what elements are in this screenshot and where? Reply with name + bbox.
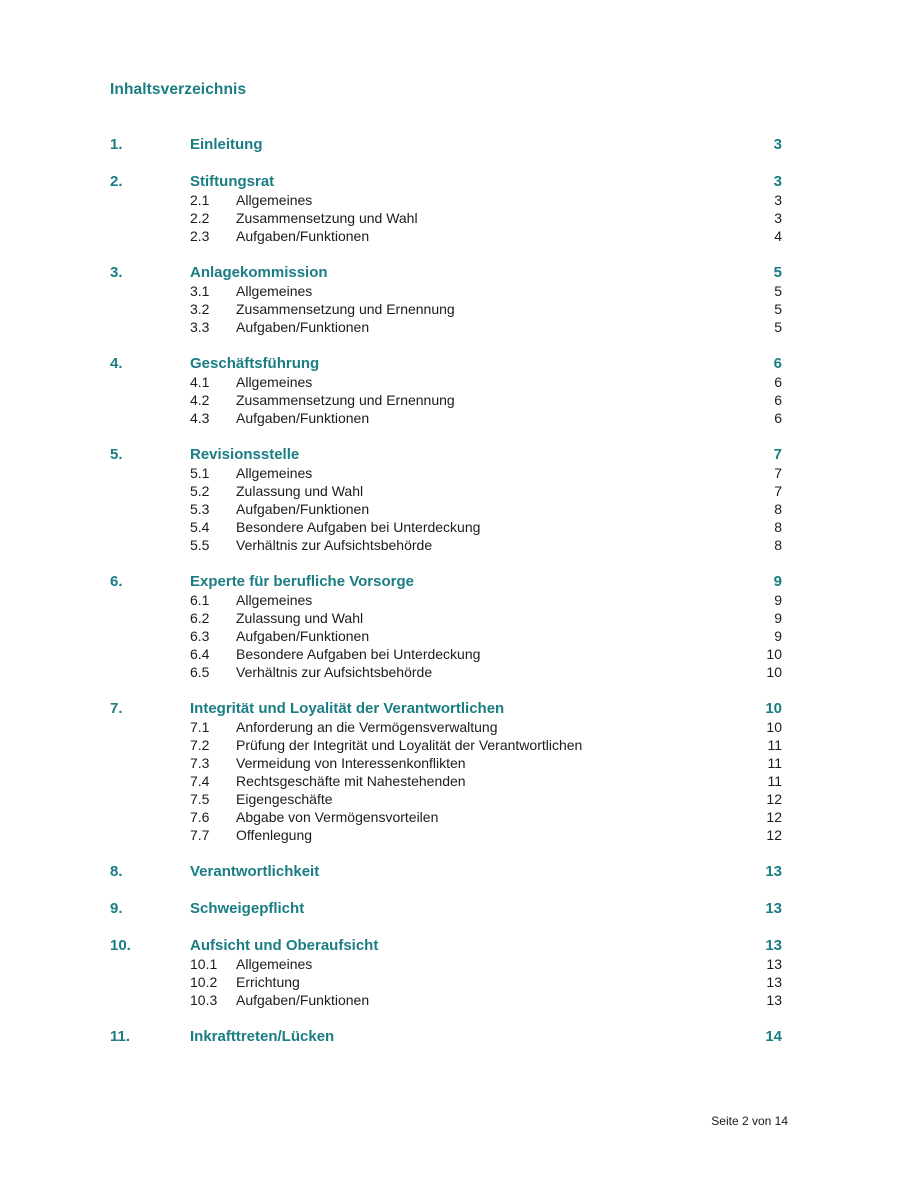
subsection-number: 2.1: [190, 192, 210, 208]
toc-subsection-row: [110, 536, 782, 554]
subsection-number: 4.1: [190, 374, 210, 390]
subsection-number: 10.3: [190, 992, 218, 1008]
subsection-title: Errichtung: [236, 974, 300, 990]
section-title: Integrität und Loyalität der Verantwortlichen: [190, 700, 505, 717]
toc-subsection-row: [110, 227, 782, 245]
toc-section: [110, 863, 782, 881]
toc-section: [110, 355, 782, 427]
toc-subsection-row: [110, 409, 782, 427]
toc-subsection-row: [110, 300, 782, 318]
subsection-page-number: 10: [766, 646, 782, 662]
section-title: Aufsicht und Oberaufsicht: [190, 937, 379, 954]
toc-subsection-row: [110, 209, 782, 227]
toc-subsection-row: [110, 808, 782, 826]
section-title: Anlagekommission: [190, 264, 328, 281]
toc-subsection-row: [110, 627, 782, 645]
subsection-page-number: 11: [767, 755, 782, 771]
subsection-title: Aufgaben/Funktionen: [236, 501, 370, 517]
toc-section: [110, 900, 782, 918]
section-title: Stiftungsrat: [190, 173, 275, 190]
toc-subsection-row: [110, 518, 782, 536]
subsection-title: Aufgaben/Funktionen: [236, 992, 370, 1008]
toc-subsection-row: [110, 973, 782, 991]
toc-subsection-row: [110, 663, 782, 681]
subsection-page-number: 12: [766, 809, 782, 825]
toc-subsection-row: [110, 645, 782, 663]
section-title: Inkrafttreten/Lücken: [190, 1028, 335, 1045]
subsection-page-number: 11: [767, 773, 782, 789]
subsection-page-number: 3: [774, 210, 782, 226]
subsection-title: Zulassung und Wahl: [236, 483, 364, 499]
toc-title: Inhaltsverzeichnis: [110, 81, 247, 98]
section-number: 1.: [110, 136, 123, 153]
toc-subsection-row: [110, 609, 782, 627]
toc-subsection-row: [110, 772, 782, 790]
subsection-title: Zusammensetzung und Wahl: [236, 210, 418, 226]
section-number: 2.: [110, 173, 123, 190]
subsection-page-number: 11: [767, 737, 782, 753]
subsection-page-number: 13: [766, 956, 782, 972]
section-page-number: 13: [765, 937, 782, 954]
subsection-page-number: 12: [766, 827, 782, 843]
section-number: 8.: [110, 863, 123, 880]
subsection-title: Zusammensetzung und Ernennung: [236, 392, 455, 408]
subsection-number: 6.2: [190, 610, 210, 626]
subsection-title: Allgemeines: [236, 192, 313, 208]
subsection-title: Aufgaben/Funktionen: [236, 319, 370, 335]
subsection-page-number: 6: [774, 374, 782, 390]
subsection-title: Besondere Aufgaben bei Unterdeckung: [236, 519, 481, 535]
section-title: Schweigepflicht: [190, 900, 305, 917]
section-number: 7.: [110, 700, 123, 717]
subsection-title: Eigengeschäfte: [236, 791, 333, 807]
section-number: 4.: [110, 355, 123, 372]
toc-subsection-row: [110, 991, 782, 1009]
section-page-number: 3: [773, 173, 782, 190]
subsection-number: 7.7: [190, 827, 210, 843]
subsection-title: Besondere Aufgaben bei Unterdeckung: [236, 646, 481, 662]
subsection-page-number: 13: [766, 992, 782, 1008]
subsection-title: Zulassung und Wahl: [236, 610, 364, 626]
subsection-number: 2.2: [190, 210, 210, 226]
toc-subsection-row: [110, 318, 782, 336]
subsection-number: 5.1: [190, 465, 210, 481]
subsection-number: 4.2: [190, 392, 210, 408]
section-page-number: 3: [773, 136, 782, 153]
page-footer: Seite 2 von 14: [711, 1114, 788, 1128]
subsection-number: 4.3: [190, 410, 210, 426]
toc-section-row: [110, 264, 782, 282]
subsection-number: 7.1: [190, 719, 210, 735]
subsection-title: Abgabe von Vermögensvorteilen: [236, 809, 439, 825]
subsection-number: 3.3: [190, 319, 210, 335]
toc-section: [110, 1028, 782, 1046]
toc-subsection-row: [110, 754, 782, 772]
subsection-number: 7.2: [190, 737, 210, 753]
subsection-number: 6.1: [190, 592, 210, 608]
subsection-number: 7.3: [190, 755, 210, 771]
subsection-page-number: 8: [774, 501, 782, 517]
subsection-number: 7.4: [190, 773, 210, 789]
toc-section: [110, 573, 782, 681]
subsection-title: Verhältnis zur Aufsichtsbehörde: [236, 664, 433, 680]
section-title: Experte für berufliche Vorsorge: [190, 573, 414, 590]
toc-section-row: [110, 937, 782, 955]
section-title: Einleitung: [190, 136, 263, 153]
toc-section-row: [110, 900, 782, 918]
toc-section: [110, 173, 782, 245]
section-title: Verantwortlichkeit: [190, 863, 320, 880]
subsection-number: 2.3: [190, 228, 210, 244]
subsection-title: Allgemeines: [236, 592, 313, 608]
subsection-number: 10.2: [190, 974, 218, 990]
subsection-page-number: 3: [774, 192, 782, 208]
subsection-page-number: 5: [774, 301, 782, 317]
subsection-number: 5.2: [190, 483, 210, 499]
subsection-page-number: 7: [774, 465, 782, 481]
toc-section-row: [110, 446, 782, 464]
subsection-title: Rechtsgeschäfte mit Nahestehenden: [236, 773, 466, 789]
subsection-title: Allgemeines: [236, 283, 313, 299]
toc-subsection-row: [110, 736, 782, 754]
subsection-page-number: 8: [774, 519, 782, 535]
subsection-title: Aufgaben/Funktionen: [236, 628, 370, 644]
subsection-number: 10.1: [190, 956, 218, 972]
subsection-number: 3.1: [190, 283, 210, 299]
toc-subsection-row: [110, 391, 782, 409]
subsection-page-number: 9: [774, 628, 782, 644]
section-number: 10.: [110, 937, 131, 954]
subsection-title: Verhältnis zur Aufsichtsbehörde: [236, 537, 433, 553]
toc-subsection-row: [110, 955, 782, 973]
subsection-page-number: 6: [774, 410, 782, 426]
section-number: 3.: [110, 264, 123, 281]
toc-section-row: [110, 573, 782, 591]
section-page-number: 6: [773, 355, 782, 372]
section-title: Revisionsstelle: [190, 446, 300, 463]
subsection-page-number: 8: [774, 537, 782, 553]
subsection-title: Allgemeines: [236, 374, 313, 390]
subsection-title: Allgemeines: [236, 465, 313, 481]
subsection-page-number: 13: [766, 974, 782, 990]
toc-subsection-row: [110, 373, 782, 391]
table-of-contents: [110, 136, 782, 1046]
toc-subsection-row: [110, 464, 782, 482]
section-page-number: 14: [765, 1028, 782, 1045]
subsection-title: Vermeidung von Interessenkonflikten: [236, 755, 466, 771]
toc-subsection-row: [110, 826, 782, 844]
section-page-number: 5: [773, 264, 782, 281]
subsection-number: 6.4: [190, 646, 210, 662]
toc-section: [110, 446, 782, 554]
toc-section: [110, 136, 782, 154]
toc-section-row: [110, 136, 782, 154]
toc-subsection-row: [110, 591, 782, 609]
subsection-title: Aufgaben/Funktionen: [236, 228, 370, 244]
toc-subsection-row: [110, 718, 782, 736]
toc-section-row: [110, 173, 782, 191]
toc-section: [110, 937, 782, 1009]
subsection-title: Aufgaben/Funktionen: [236, 410, 370, 426]
subsection-page-number: 5: [774, 283, 782, 299]
subsection-number: 3.2: [190, 301, 210, 317]
toc-section-row: [110, 1028, 782, 1046]
subsection-page-number: 4: [774, 228, 782, 244]
toc-section-row: [110, 700, 782, 718]
section-page-number: 13: [765, 863, 782, 880]
subsection-number: 7.6: [190, 809, 210, 825]
section-title: Geschäftsführung: [190, 355, 320, 372]
subsection-title: Prüfung der Integrität und Loyalität der Verantwortlichen: [236, 737, 583, 753]
section-page-number: 13: [765, 900, 782, 917]
section-page-number: 10: [765, 700, 782, 717]
section-number: 6.: [110, 573, 123, 590]
subsection-title: Zusammensetzung und Ernennung: [236, 301, 455, 317]
subsection-number: 5.5: [190, 537, 210, 553]
section-number: 5.: [110, 446, 123, 463]
toc-subsection-row: [110, 500, 782, 518]
subsection-page-number: 5: [774, 319, 782, 335]
subsection-title: Allgemeines: [236, 956, 313, 972]
toc-subsection-row: [110, 790, 782, 808]
toc-section-row: [110, 863, 782, 881]
subsection-number: 5.3: [190, 501, 210, 517]
toc-section: [110, 700, 782, 844]
subsection-title: Anforderung an die Vermögensverwaltung: [236, 719, 498, 735]
subsection-page-number: 10: [766, 719, 782, 735]
toc-subsection-row: [110, 191, 782, 209]
section-page-number: 9: [773, 573, 782, 590]
section-number: 9.: [110, 900, 123, 917]
toc-subsection-row: [110, 482, 782, 500]
subsection-page-number: 7: [774, 483, 782, 499]
subsection-number: 7.5: [190, 791, 210, 807]
toc-subsection-row: [110, 282, 782, 300]
subsection-page-number: 12: [766, 791, 782, 807]
section-page-number: 7: [773, 446, 782, 463]
subsection-number: 5.4: [190, 519, 210, 535]
subsection-number: 6.3: [190, 628, 210, 644]
subsection-page-number: 9: [774, 610, 782, 626]
subsection-page-number: 10: [766, 664, 782, 680]
toc-section-row: [110, 355, 782, 373]
subsection-title: Offenlegung: [236, 827, 313, 843]
subsection-page-number: 9: [774, 592, 782, 608]
toc-section: [110, 264, 782, 336]
section-number: 11.: [110, 1028, 131, 1045]
subsection-page-number: 6: [774, 392, 782, 408]
subsection-number: 6.5: [190, 664, 210, 680]
